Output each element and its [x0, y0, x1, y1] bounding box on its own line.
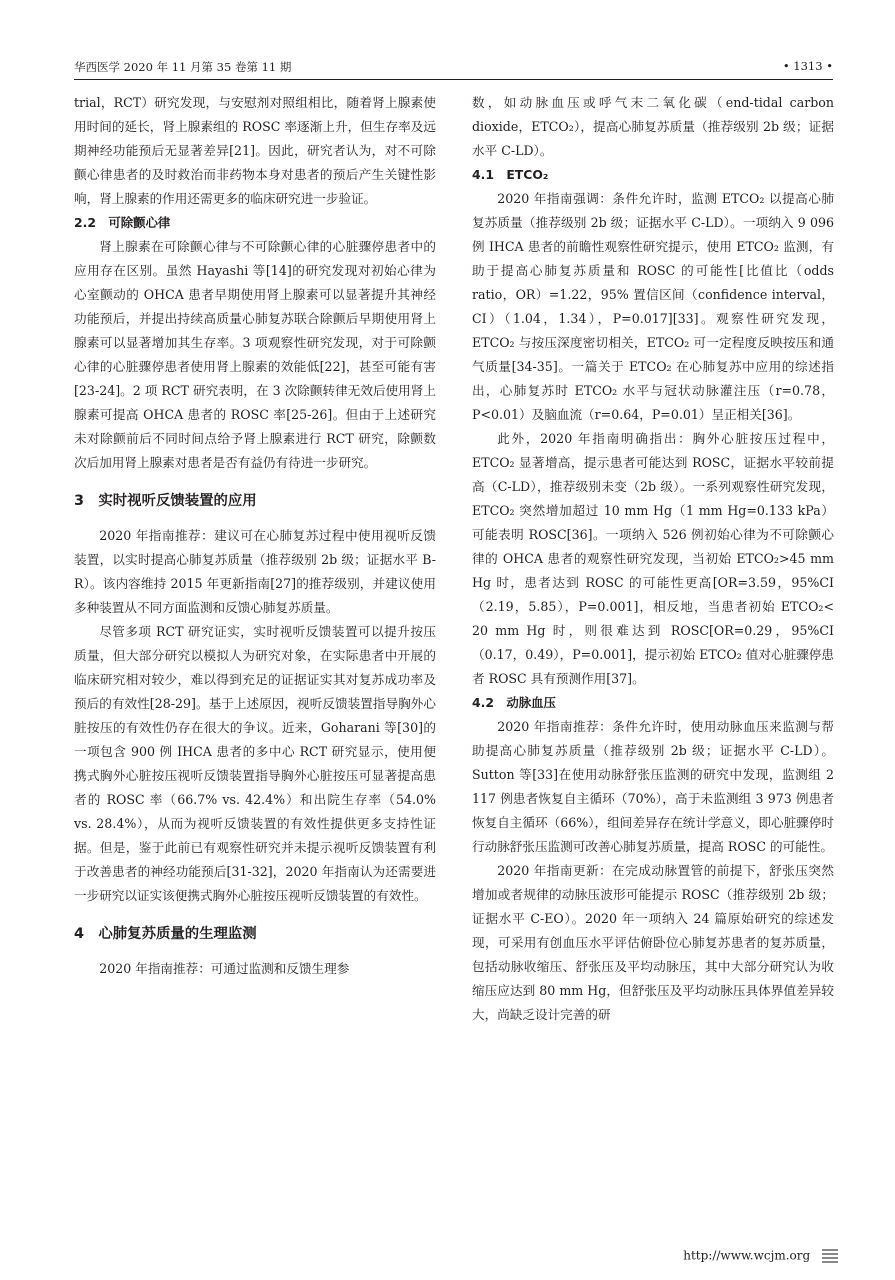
paragraph: 此外，2020 年指南明确指出：胸外心脏按压过程中，ETCO₂ 显著增高，提示患者可能达到 ROSC，证据水平较前提高（C-LD），推荐级别未变（2b 级）。一系列观察性研究发现，ETCO₂ 突然增加超过 10 mm Hg（1 mm Hg=0.133 kPa）可能表明 ROSC[36]。一项纳入 526 例初始心律为不可除颤心律的 OHCA 患者的观察性研究发现，当初始 ETCO₂>45 mm Hg 时，患者达到 ROSC 的可能性更高[OR=3.59，95%CI（2.19，5.85），P=0.001]，相反地，当患者初始 ETCO₂< 20 mm Hg 时，则很难达到 ROSC[OR=0.29，95%CI（0.17，0.49），P=0.001]，提示初始 ETCO₂ 值对心脏骤停患者 ROSC 具有预测作用[37]。	[472, 431, 834, 686]
section-heading-4: 4 心肺复苏质量的生理监测	[74, 926, 257, 942]
paragraph: 2020 年指南强调：条件允许时，监测 ETCO₂ 以提高心肺复苏质量（推荐级别 2b 级；证据水平 C-LD）。一项纳入 9 096 例 IHCA 患者的前瞻性观察性研究提示，使用 ETCO₂ 监测，有助于提高心肺复苏质量和 ROSC 的可能性[比值比（odds ratio，OR）=1.22，95% 置信区间（confidence interval，CI）（1.04，1.34），P=0.017][33]。观察性研究发现，ETCO₂ 与按压深度密切相关，ETCO₂ 可一定程度反映按压和通气质量[34-35]。一篇关于 ETCO₂ 在心肺复苏中应用的综述指出，心肺复苏时 ETCO₂ 水平与冠状动脉灌注压（r=0.78，P<0.01）及脑血流（r=0.64，P=0.01）呈正相关[36]。	[472, 191, 834, 422]
right-column	[472, 91, 834, 1027]
running-header	[74, 55, 833, 80]
paragraph: 2020 年指南推荐：条件允许时，使用动脉血压来监测与帮助提高心肺复苏质量（推荐级别 2b 级；证据水平 C-LD）。Sutton 等[33]在使用动脉舒张压监测的研究中发现，监测组 2 117 例患者恢复自主循环（70%），高于未监测组 3 973 例患者恢复自主循环（66%），组间差异存在统计学意义，即心脏骤停时行动脉舒张压监测可改善心肺复苏质量，提高 ROSC 的可能性。	[472, 719, 834, 854]
journal-issue: 华西医学 2020 年 11 月第 35 卷第 11 期	[74, 60, 292, 74]
paragraph: 2020 年指南推荐：建议可在心肺复苏过程中使用视听反馈装置，以实时提高心肺复苏质量（推荐级别 2b 级；证据水平 B-R）。该内容维持 2015 年更新指南[27]的推荐级别，并建议使用多种装置从不同方面监测和反馈心肺复苏质量。	[74, 528, 436, 615]
page-footer	[683, 1246, 840, 1266]
section-heading-4-1: 4.1 ETCO₂	[472, 167, 549, 182]
section-heading-2-2: 2.2 可除颤心律	[74, 215, 171, 230]
paragraph: 2020 年指南更新：在完成动脉置管的前提下，舒张压突然增加或者规律的动脉压波形可能提示 ROSC（推荐级别 2b 级；证据水平 C-EO）。2020 年一项纳入 24 篇原始研究的综述发现，可采用有创血压水平评估俯卧位心肺复苏患者的复苏质量，包括动脉收缩压、舒张压及平均动脉压，其中大部分研究认为收缩压应达到 80 mm Hg，但舒张压及平均动脉压具体界值差异较大，尚缺乏设计完善的研	[472, 863, 834, 1022]
paragraph: 数，如动脉血压或呼气末二氧化碳（end-tidal carbon dioxide，ETCO₂），提高心肺复苏质量（推荐级别 2b 级；证据水平 C-LD）。	[472, 95, 834, 158]
page-number: • 1313 •	[782, 59, 833, 73]
section-heading-3: 3 实时视听反馈装置的应用	[74, 493, 257, 509]
journal-url[interactable]: http://www.wcjm.org	[683, 1248, 811, 1263]
paragraph: 2020 年指南推荐：可通过监测和反馈生理参	[99, 961, 350, 976]
section-heading-4-2: 4.2 动脉血压	[472, 695, 556, 710]
journal-logo-icon	[820, 1246, 840, 1266]
paragraph: trial，RCT）研究发现，与安慰剂对照组相比，随着肾上腺素使用时间的延长，肾上腺素组的 ROSC 率逐渐上升，但生存率及远期神经功能预后无显著差异[21]。因此，研究者认为，对不可除颤心律患者的及时救治而非药物本身对患者的预后产生关键性影响，肾上腺素的作用还需更多的临床研究进一步验证。	[74, 95, 436, 206]
paragraph: 肾上腺素在可除颤心律与不可除颤心律的心脏骤停患者中的应用存在区别。虽然 Hayashi 等[14]的研究发现对初始心律为心室颤动的 OHCA 患者早期使用肾上腺素可以显著提升其神经功能预后，并提出持续高质量心肺复苏联合除颤后早期使用肾上腺素可以显著增加其生存率。3 项观察性研究发现，对于可除颤心律的心脏骤停患者使用肾上腺素的效能低[22]，甚至可能有害[23-24]。2 项 RCT 研究表明，在 3 次除颤转律无效后使用肾上腺素可提高 OHCA 患者的 ROSC 率[25-26]。但由于上述研究未对除颤前后不同时间点给予肾上腺素进行 RCT 研究，除颤数次后加用肾上腺素对患者是否有益仍有待进一步研究。	[74, 239, 436, 470]
left-column	[74, 91, 436, 981]
paragraph: 尽管多项 RCT 研究证实，实时视听反馈装置可以提升按压质量，但大部分研究以模拟人为研究对象，在实际患者中开展的临床研究相对较少，难以得到充足的证据证实其对复苏成功率及预后的有效性[28-29]。基于上述原因，视听反馈装置指导胸外心脏按压的有效性仍存在很大的争议。近来，Goharani 等[30]的一项包含 900 例 IHCA 患者的多中心 RCT 研究显示，使用便携式胸外心脏按压视听反馈装置指导胸外心脏按压可显著提高患者的 ROSC 率（66.7% vs. 42.4%）和出院生存率（54.0% vs. 28.4%），从而为视听反馈装置的有效性提供更多支持性证据。但是，鉴于此前已有观察性研究并未提示视听反馈装置有利于改善患者的神经功能预后[31-32]，2020 年指南认为还需要进一步研究以证实该便携式胸外心脏按压视听反馈装置的有效性。	[74, 624, 436, 903]
